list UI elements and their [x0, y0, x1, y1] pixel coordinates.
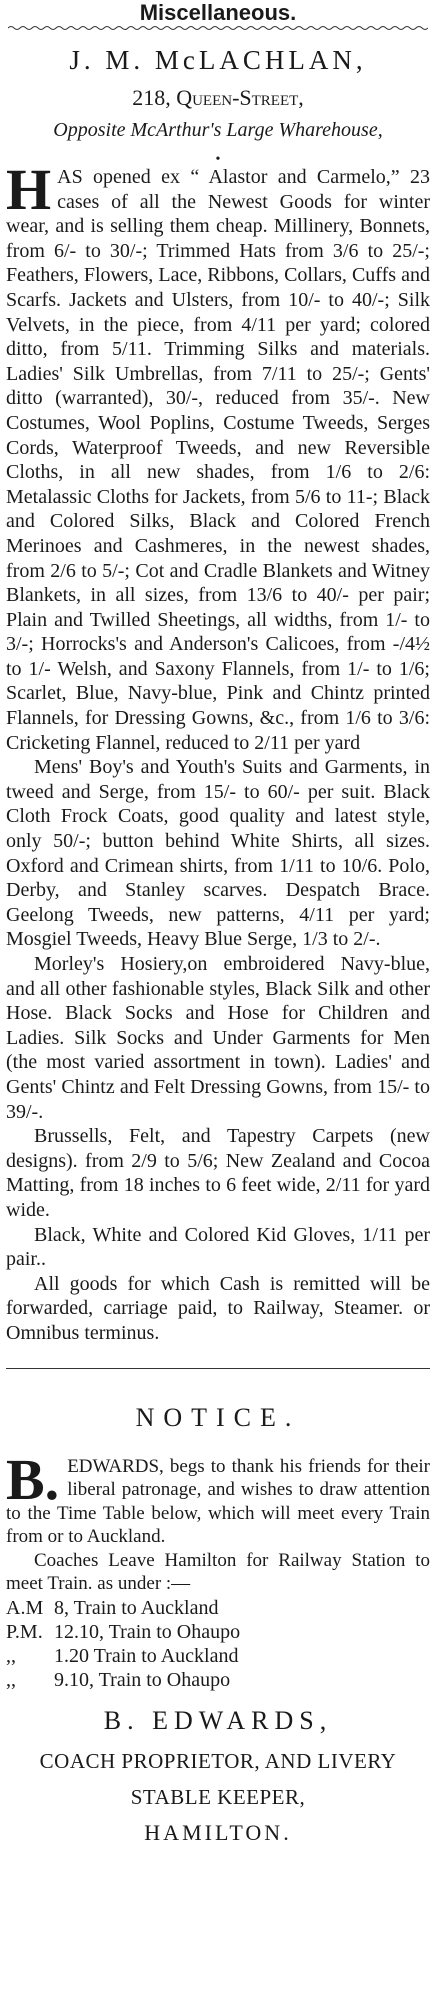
timetable-period: P.M.: [6, 1621, 43, 1644]
signature-town: HAMILTON.: [144, 1820, 292, 1846]
timetable-entry: 12.10, Train to Ohaupo: [54, 1621, 241, 1644]
advertiser-opposite: Opposite McArthur's Large Wharehouse,: [53, 119, 383, 141]
ad-paragraph-mens: Mens' Boy's and Youth's Suits and Garments, in tweed and Serge, from 15/- to 60/- per suit. Black Cloth Frock Coats, good quality and latest style, only 50/-; button behind White Shirts, all sizes. Oxford and Crimean shirts, from 1/11 to 10/6. Polo, Derby, and Stanley scarves. Despatch Brace. Geelong Tweeds, new patterns, 4/11 per yard; Mosgiel Tweeds, Heavy Blue Serge, 1/3 to 2/-.: [6, 756, 430, 951]
timetable: [6, 1596, 430, 1692]
notice-drop-cap: B.: [6, 1446, 60, 1512]
advertiser-name: J. M. McLACHLAN,: [69, 45, 367, 75]
ad-body: [6, 157, 430, 1346]
section-title: Miscellaneous.: [139, 0, 297, 25]
ad-paragraph-goods: AS opened ex “ Alastor and Carmelo,” 23 cases of all the Newest Goods for winter wear, and is selling them cheap. Millinery, Bonnets, from 6/- to 30/-; Trimmed Hats from 3/6 to 25/-; Feathers, Flowers, Lace, Ribbons, Collars, Cuffs and Scarfs. Jackets and Ulsters, from 10/- to 40/-; Silk Velvets, in the piece, from 4/11 per yard; colored ditto, from 5/11. Trimming Silks and materials. Ladies' Silk Umbrellas, from 7/11 to 25/-; Gents' ditto (warranted), 30/-, reduced from 35/-. New Costumes, Wool Poplins, Costume Tweeds, Serges Cords, Waterproof Tweeds, and new Reversible Cloths, in all new shades, from 1/6 to 2/6: Metalassic Cloths for Jackets, from 5/6 to 11-; Black and Colored Silks, Black and Colored French Merinoes and Cashmeres, in the newest shades, from 2/6 to 5/-; Cot and Cradle Blankets and Witney Blankets, in all sizes, from 13/6 to 40/- per pair; Plain and Twilled Sheetings, all widths, from 1/- to 3/-; Horrocks's and Anderson's Calicoes, from -/4½ to 1/- Welsh, and Saxony Flannels, from 1/- to 1/6; Scarlet, Blue, Navy-blue, Pink and Chintz printed Flannels, for Dressing Gowns, &c., from 1/6 to 3/6: Cricketing Flannel, reduced to 2/11 per yard: [6, 166, 430, 754]
address-number: 218,: [132, 85, 171, 110]
signature-title: COACH PROPRIETOR, AND LIVERY: [39, 1749, 397, 1774]
notice-coaches: Coaches Leave Hamilton for Railway Station to meet Train. as under :—: [6, 1549, 430, 1595]
timetable-period: A.M: [6, 1597, 44, 1620]
wavy-rule: [8, 25, 428, 31]
ad-paragraph-gloves: Black, White and Colored Kid Gloves, 1/11 per pair..: [6, 1223, 430, 1271]
notice-intro: EDWARDS, begs to thank his friends for their liberal patronage, and wishes to draw attention to the Time Table below, which will meet every Train from or to Auckland.: [6, 1455, 430, 1548]
mclachlan-advertisement: [6, 45, 430, 1346]
edwards-notice: [6, 1403, 430, 1849]
advertiser-address: [6, 85, 430, 111]
section-divider: [6, 1368, 430, 1369]
ornament-dot: •: [215, 152, 221, 167]
signature-name: B. EDWARDS,: [103, 1706, 333, 1736]
timetable-entry: 1.20 Train to Auckland: [54, 1645, 239, 1668]
timetable-row: [6, 1668, 430, 1692]
address-street: Queen-Street,: [176, 85, 304, 110]
timetable-row: [6, 1596, 430, 1620]
timetable-entry: 9.10, Train to Ohaupo: [54, 1669, 231, 1692]
drop-cap: H: [6, 157, 52, 222]
notice-title: NOTICE.: [135, 1402, 301, 1432]
signature-title-cont: STABLE KEEPER,: [130, 1785, 306, 1810]
notice-body: [6, 1446, 430, 1597]
timetable-period: ,,: [6, 1645, 16, 1668]
timetable-period: ,,: [6, 1669, 16, 1692]
ad-paragraph-carpets: Brussells, Felt, and Tapestry Carpets (new designs). from 2/9 to 5/6; New Zealand and Cocoa Matting, from 18 inches to 6 feet wide, 2/11 for yard wide.: [6, 1125, 430, 1221]
ad-paragraph-hosiery: Morley's Hosiery,on embroidered Navy-blue, and all other fashionable styles, Black Silk and other Hose. Black Socks and Hose for Children and Ladies. Silk Socks and Under Garments for Men (the most varied assortment in town). Ladies' and Gents' Chintz and Felt Dressing Gowns, from 15/- to 39/-.: [6, 953, 430, 1123]
ad-paragraph-delivery: All goods for which Cash is remitted will be forwarded, carriage paid, to Railway, Steamer. or Omnibus terminus.: [6, 1272, 430, 1344]
timetable-row: [6, 1620, 430, 1644]
timetable-row: [6, 1644, 430, 1668]
timetable-entry: 8, Train to Auckland: [54, 1597, 219, 1620]
